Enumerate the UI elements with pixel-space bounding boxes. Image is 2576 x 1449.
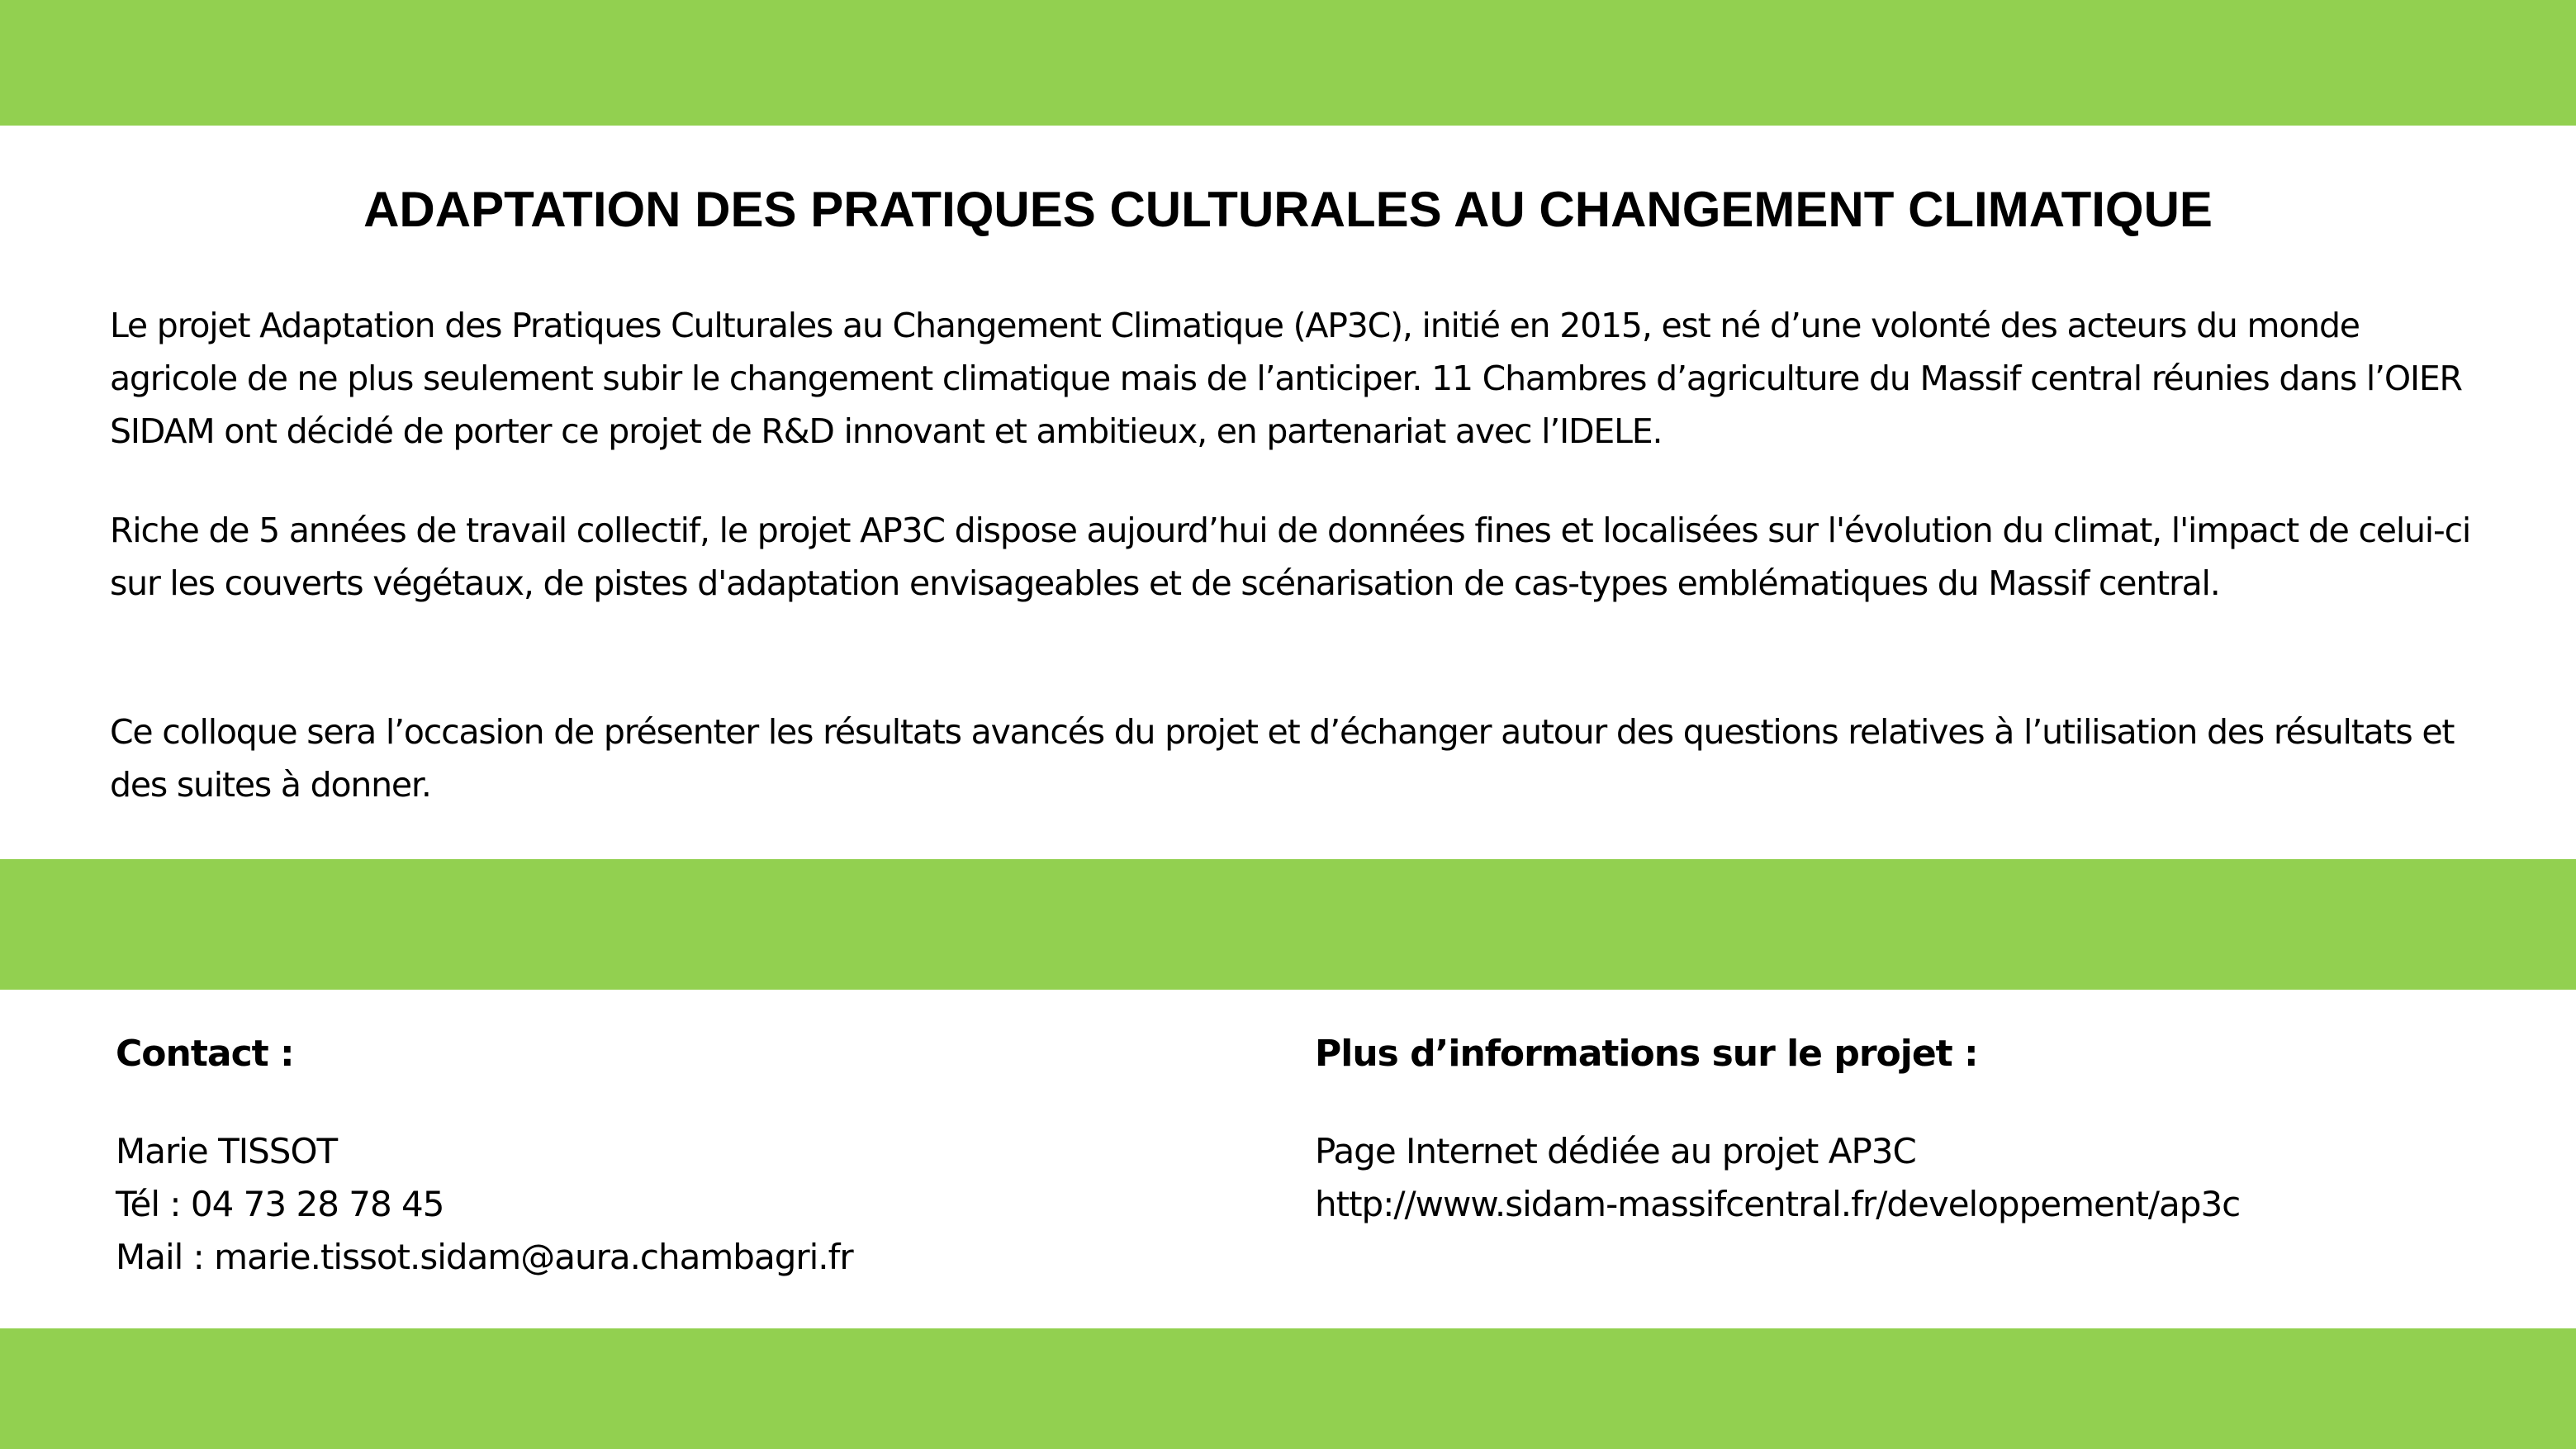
- results-paragraph: Riche de 5 années de travail collectif, le projet AP3C dispose aujourd’hui de données fines et localisées sur l'évolution du climat, l'impact de celui-ci sur les couverts végétaux, de pistes d'adaptation envisageables et de scénarisation de cas-types emblématiques du Massif central.: [110, 511, 2471, 603]
- project-page-label: Page Internet dédiée au projet AP3C: [1315, 1131, 1916, 1171]
- contact-name: Marie TISSOT: [116, 1131, 338, 1171]
- page-title: ADAPTATION DES PRATIQUES CULTURALES AU CHANGEMENT CLIMATIQUE: [363, 182, 2213, 237]
- contact-heading: Contact :: [116, 1033, 294, 1075]
- more-info-heading: Plus d’informations sur le projet :: [1315, 1033, 1978, 1075]
- colloquium-paragraph: Ce colloque sera l’occasion de présenter les résultats avancés du projet et d’échanger autour des questions relatives à l’utilisation des résultats et des suites à donner.: [110, 712, 2455, 805]
- middle-green-band: [0, 859, 2576, 990]
- project-url-link[interactable]: http://www.sidam-massifcentral.fr/developpement/ap3c: [1315, 1184, 2241, 1224]
- intro-paragraph: Le projet Adaptation des Pratiques Culturales au Changement Climatique (AP3C), initié en 2015, est né d’une volonté des acteurs du monde agricole de ne plus seulement subir le changement climatique mais de l’anticiper. 11 Chambres d’agriculture du Massif central réunies dans l’OIER SIDAM ont décidé de porter ce projet de R&D innovant et ambitieux, en partenariat avec l’IDELE.: [110, 306, 2462, 451]
- bottom-green-band: [0, 1328, 2576, 1449]
- top-green-band: [0, 0, 2576, 126]
- contact-mail[interactable]: Mail : marie.tissot.sidam@aura.chambagri.fr: [116, 1237, 853, 1277]
- contact-phone: Tél : 04 73 28 78 45: [116, 1184, 444, 1224]
- contact-details: [116, 1125, 853, 1284]
- more-info-details: [1315, 1125, 2240, 1231]
